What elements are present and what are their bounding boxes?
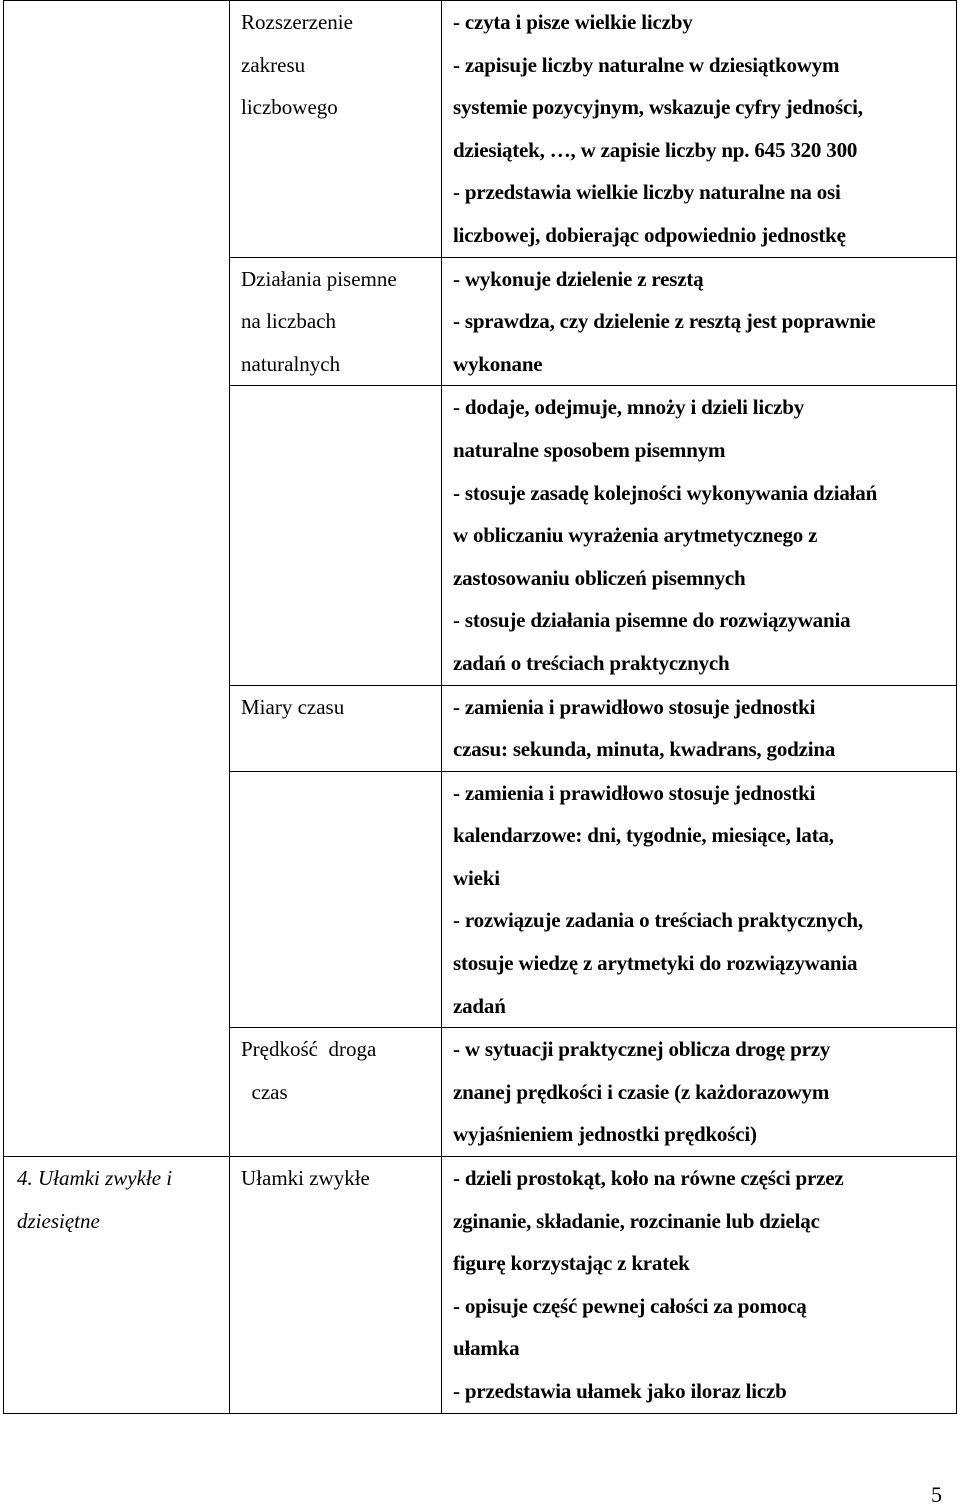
requirement-line: liczbowej, dobierając odpowiednio jednostkę: [453, 222, 846, 247]
requirement-line: wyjaśnieniem jednostki prędkości): [453, 1122, 757, 1147]
requirements-cell: [442, 685, 957, 771]
requirement-line: wieki: [453, 865, 500, 890]
subtopic-line: Prędkość droga: [241, 1037, 377, 1062]
requirement-line: - rozwiązuje zadania o treściach praktycznych,: [453, 908, 863, 933]
table-row: [4, 1, 957, 258]
topic-line: dziesiętne: [17, 1208, 100, 1233]
topic-cell: [4, 1157, 230, 1414]
requirement-line: zadań o treściach praktycznych: [453, 650, 730, 675]
table-row: [4, 1157, 957, 1414]
requirement-line: - zamienia i prawidłowo stosuje jednostki: [453, 780, 816, 805]
subtopic-cell: [230, 685, 442, 771]
requirement-line: - stosuje działania pisemne do rozwiązywania: [453, 608, 851, 633]
requirements-cell: [442, 1157, 957, 1414]
subtopic-line: Rozszerzenie: [241, 10, 353, 34]
subtopic-cell: [230, 1, 442, 258]
subtopic-line: liczbowego: [241, 95, 338, 120]
subtopic-line: na liczbach: [241, 309, 337, 334]
page-number: 5: [931, 1482, 942, 1507]
requirements-cell: [442, 386, 957, 685]
subtopic-line: Miary czasu: [241, 694, 345, 719]
requirement-line: znanej prędkości i czasie (z każdorazowym: [453, 1079, 830, 1104]
requirement-line: - opisuje część pewnej całości za pomocą: [453, 1293, 807, 1318]
requirements-cell: [442, 257, 957, 386]
requirement-line: systemie pozycyjnym, wskazuje cyfry jedności,: [453, 95, 863, 120]
requirement-line: - sprawdza, czy dzielenie z resztą jest poprawnie: [453, 309, 876, 334]
requirement-line: stosuje wiedzę z arytmetyki do rozwiązywania: [453, 951, 858, 976]
subtopic-cell: [230, 1157, 442, 1414]
subtopic-line: Ułamki zwykłe: [241, 1166, 370, 1191]
requirement-line: czasu: sekunda, minuta, kwadrans, godzina: [453, 737, 836, 762]
requirement-line: ułamka: [453, 1336, 520, 1361]
requirement-line: figurę korzystając z kratek: [453, 1251, 690, 1276]
subtopic-cell: [230, 257, 442, 386]
requirement-line: kalendarzowe: dni, tygodnie, miesiące, lata,: [453, 823, 834, 848]
subtopic-line: zakresu: [241, 52, 306, 77]
requirement-line: zadań: [453, 993, 506, 1018]
curriculum-table: [3, 0, 957, 1414]
requirement-line: wykonane: [453, 351, 543, 376]
requirement-line: - zamienia i prawidłowo stosuje jednostki: [453, 694, 816, 719]
requirements-cell: [442, 1028, 957, 1157]
requirement-line: dziesiątek, …, w zapisie liczby np. 645 320 300: [453, 137, 858, 162]
topic-line: 4. Ułamki zwykłe i: [17, 1166, 173, 1191]
subtopic-cell: [230, 771, 442, 1028]
requirement-line: - wykonuje dzielenie z resztą: [453, 266, 704, 291]
requirement-line: naturalne sposobem pisemnym: [453, 437, 726, 462]
requirement-line: zginanie, składanie, rozcinanie lub dzieląc: [453, 1208, 820, 1233]
requirement-line: - dzieli prostokąt, koło na równe części przez: [453, 1166, 844, 1191]
subtopic-line: naturalnych: [241, 351, 341, 376]
requirement-line: - w sytuacji praktycznej oblicza drogę przy: [453, 1037, 831, 1062]
requirements-cell: [442, 1, 957, 258]
topic-cell: [4, 1, 230, 1157]
subtopic-line: Działania pisemne: [241, 266, 397, 291]
subtopic-cell: [230, 1028, 442, 1157]
requirement-line: - czyta i pisze wielkie liczby: [453, 10, 693, 34]
requirement-line: - przedstawia wielkie liczby naturalne na osi: [453, 180, 841, 205]
subtopic-line: czas: [241, 1079, 288, 1104]
requirement-line: - zapisuje liczby naturalne w dziesiątkowym: [453, 52, 840, 77]
requirement-line: - dodaje, odejmuje, mnoży i dzieli liczby: [453, 395, 805, 420]
requirement-line: w obliczaniu wyrażenia arytmetycznego z: [453, 523, 818, 548]
table-body: [4, 1, 957, 1414]
requirement-line: zastosowaniu obliczeń pisemnych: [453, 565, 746, 590]
subtopic-cell: [230, 386, 442, 685]
requirement-line: - przedstawia ułamek jako iloraz liczb: [453, 1379, 787, 1403]
requirements-cell: [442, 771, 957, 1028]
requirement-line: - stosuje zasadę kolejności wykonywania działań: [453, 480, 878, 505]
